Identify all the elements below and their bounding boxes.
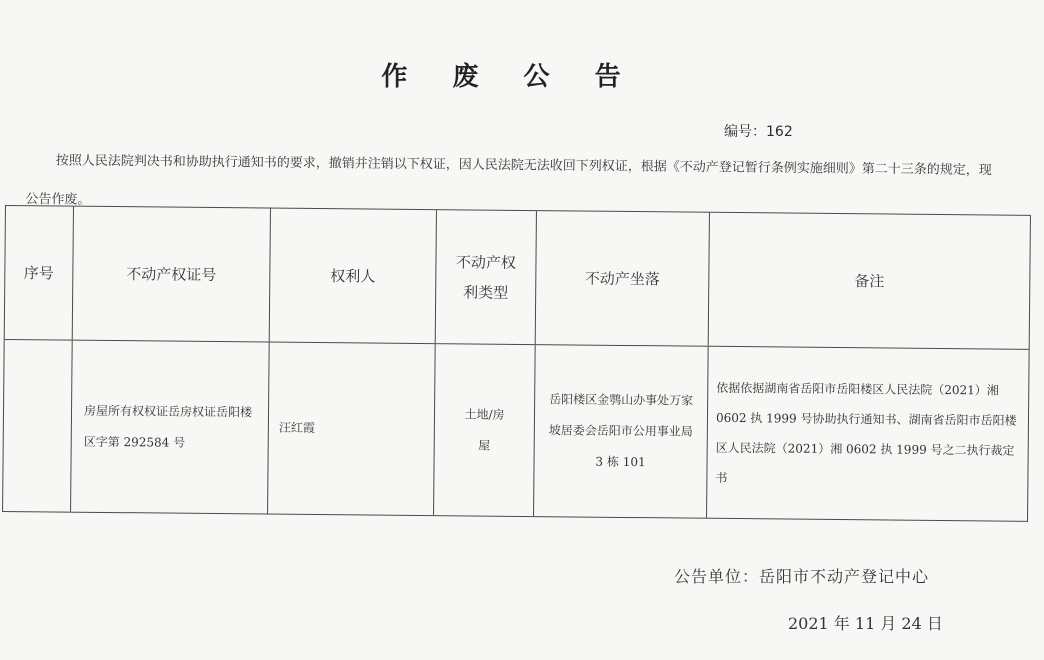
issuing-unit: 公告单位：岳阳市不动产登记中心 (674, 567, 930, 586)
table-header-row (5, 206, 1030, 350)
notice-date: 2021 年 11 月 24 日 (788, 614, 943, 633)
cell-index (3, 340, 73, 512)
notice-number: 编号：162 (724, 124, 793, 140)
notice-intro: 按照人民法院判决书和协助执行通知书的要求，撤销并注销以下权证，因人民法院无法收回下列权证，根据《不动产登记暂行条例实施细则》第二十三条的规定，现公告作废。 (25, 153, 992, 208)
notice-title: 作 废 公 告 (381, 62, 639, 92)
header-index: 序号 (5, 206, 74, 340)
header-certificate-number: 不动产权证号 (73, 207, 271, 342)
header-right-type: 不动产权利类型 (436, 210, 537, 344)
cell-owner: 汪红霞 (268, 343, 436, 516)
cell-remark: 依据依据湖南省岳阳市岳阳楼区人民法院（2021）湘 0602 执 1999 号协助执行通知书、湖南省岳阳市岳阳楼区人民法院（2021）湘 0602 执 1999 号之二执行裁定书 (715, 380, 1017, 485)
header-location: 不动产坐落 (536, 211, 710, 346)
cell-right-type: 土地/房屋 (434, 344, 536, 516)
cell-certificate-number: 房屋所有权权证岳房权证岳阳楼区字第 292584 号 (71, 341, 270, 514)
voided-certificate-table (2, 205, 1031, 522)
cell-location: 岳阳楼区金鹗山办事处万家坡居委会岳阳市公用事业局 3 栋 101 (534, 345, 709, 518)
header-owner: 权利人 (270, 209, 437, 344)
table-row (3, 340, 1029, 521)
header-remark: 备注 (854, 271, 885, 290)
